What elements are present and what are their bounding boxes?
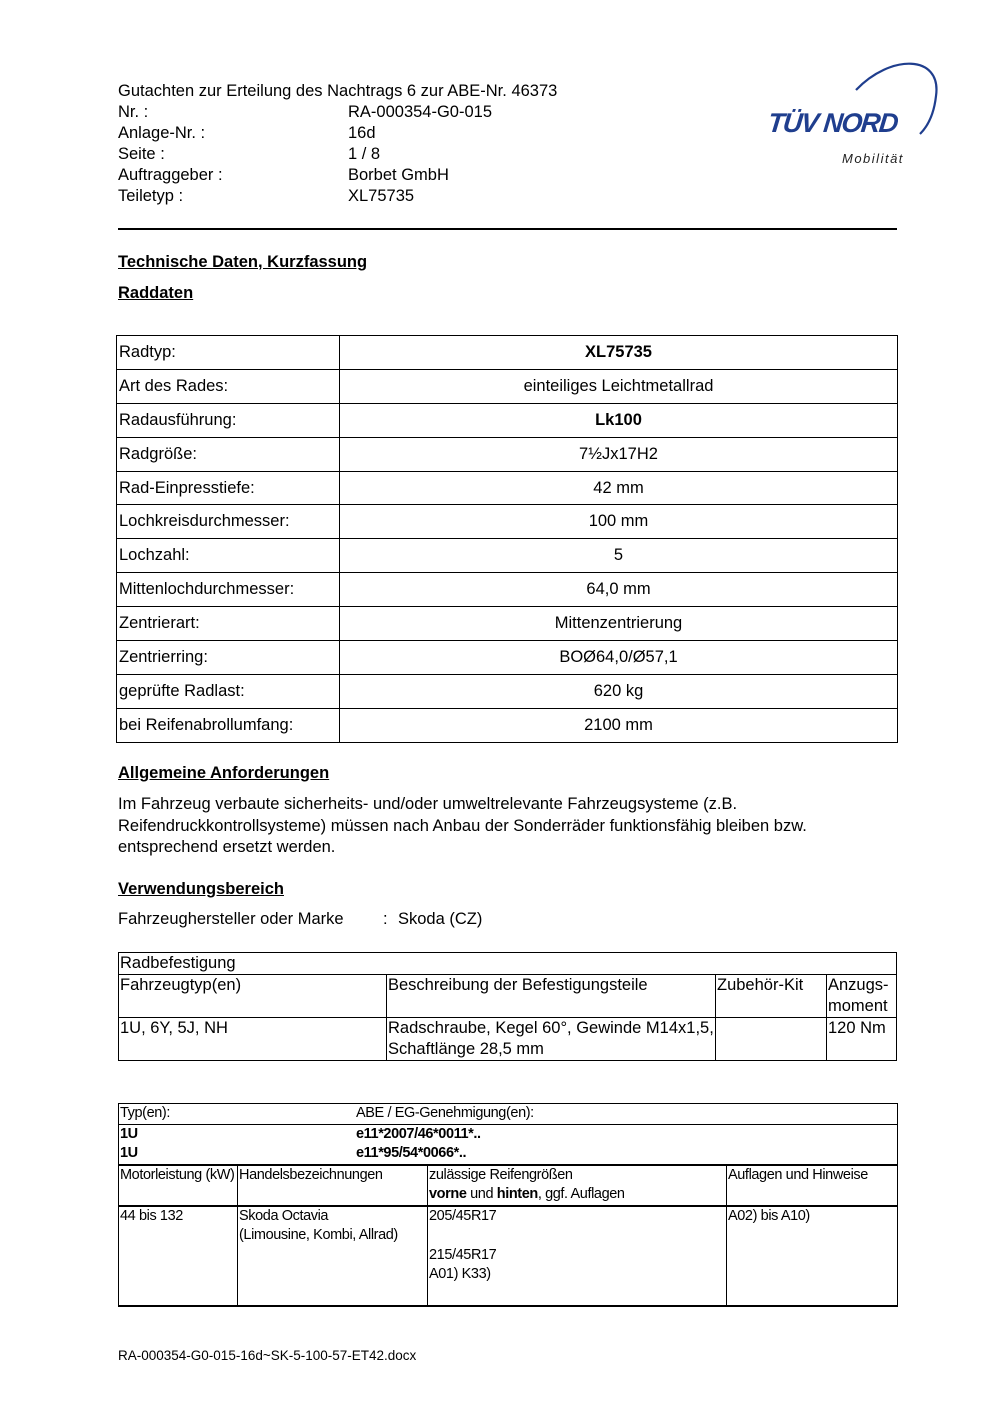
table-cell: Radschraube, Kegel 60°, Gewinde M14x1,5, Schaftlänge 28,5 mm (387, 1018, 716, 1061)
table-row (117, 369, 898, 403)
handel-line-1: Skoda Octavia (239, 1207, 329, 1224)
row-label: Radgröße: (117, 437, 340, 471)
table-cell (716, 1018, 827, 1061)
table-cell: A02) bis A10) (727, 1206, 898, 1306)
reifen-line-1: 205/45R17 (429, 1207, 497, 1224)
heading-technische-daten: Technische Daten, Kurzfassung (118, 253, 368, 271)
table-cell-handel (238, 1206, 428, 1306)
typ-entry (120, 1144, 896, 1164)
table-cell: 120 Nm (827, 1018, 897, 1061)
row-value: 7½Jx17H2 (340, 437, 898, 471)
table-row (117, 641, 898, 675)
row-label: Zentrierring: (117, 641, 340, 675)
row-label: bei Reifenabrollumfang: (117, 708, 340, 742)
row-label: Radausführung: (117, 403, 340, 437)
header-label: Anlage-Nr. : (118, 124, 206, 142)
row-label: Lochzahl: (117, 539, 340, 573)
document-title: Gutachten zur Erteilung des Nachtrags 6 zur ABE-Nr. 46373 (118, 82, 558, 100)
header-row-teiletyp (118, 186, 618, 207)
reifen-rest: , ggf. Auflagen (537, 1186, 625, 1202)
logo-brand: TÜV NORD (766, 108, 899, 138)
row-label: Rad-Einpresstiefe: (117, 471, 340, 505)
row-value: Mittenzentrierung (340, 607, 898, 641)
hersteller-label: Fahrzeughersteller oder Marke (118, 910, 344, 928)
document-footer: RA-000354-G0-015-16d~SK-5-100-57-ET42.docx (118, 1348, 417, 1363)
radbefestigung-title: Radbefestigung (119, 953, 897, 975)
raddaten-table (116, 335, 898, 743)
column-header: Fahrzeugtyp(en) (119, 975, 387, 1018)
row-value: 42 mm (340, 471, 898, 505)
header-label: Auftraggeber : (118, 166, 223, 184)
hersteller-line (118, 909, 618, 931)
typen-table (118, 1103, 898, 1307)
table-row (119, 1104, 898, 1125)
table-row (119, 1206, 898, 1306)
table-row (119, 975, 897, 1018)
reifen-line-3: A01) K33) (429, 1266, 491, 1282)
tuv-nord-logo (760, 56, 944, 172)
row-label: Zentrierart: (117, 607, 340, 641)
column-header: Anzugs-moment (827, 975, 897, 1018)
header-row-auftraggeber (118, 165, 618, 186)
column-header-reifen (428, 1165, 727, 1206)
table-row (117, 539, 898, 573)
header-row-seite (118, 144, 618, 165)
header-divider (118, 228, 897, 230)
row-value: BOØ64,0/Ø57,1 (340, 641, 898, 675)
reifen-header-line-1: zulässige Reifengrößen (429, 1166, 573, 1183)
header-row-anlage (118, 123, 618, 144)
header-label: Seite : (118, 145, 165, 163)
typ-value: 1U (120, 1125, 138, 1142)
table-row (117, 403, 898, 437)
column-header: Auflagen und Hinweise (727, 1165, 898, 1206)
row-label: geprüfte Radlast: (117, 674, 340, 708)
row-label: Lochkreisdurchmesser: (117, 505, 340, 539)
header-value: XL75735 (348, 187, 415, 205)
reifen-line-2: 215/45R17 (429, 1246, 497, 1263)
typ-value: 1U (120, 1145, 138, 1161)
reifen-hinten: hinten (496, 1186, 538, 1202)
row-value: 5 (340, 539, 898, 573)
row-value: einteiliges Leichtmetallrad (340, 369, 898, 403)
reifen-und: und (466, 1186, 497, 1202)
table-row (117, 471, 898, 505)
column-header: Beschreibung der Befestigungsteile (387, 975, 716, 1018)
heading-verwendungsbereich: Verwendungsbereich (118, 880, 284, 898)
row-value: 2100 mm (340, 708, 898, 742)
header-value: 1 / 8 (348, 145, 381, 163)
table-row (119, 1018, 897, 1061)
heading-allgemeine-anforderungen: Allgemeine Anforderungen (118, 764, 330, 782)
table-row (119, 953, 897, 975)
table-row (119, 1124, 898, 1165)
reifen-vorne: vorne (429, 1186, 467, 1202)
typ-label: Typ(en): (120, 1105, 170, 1121)
column-header: Zubehör-Kit (716, 975, 827, 1018)
row-value: Lk100 (340, 403, 898, 437)
table-row (117, 505, 898, 539)
row-value: 64,0 mm (340, 573, 898, 607)
table-row (117, 674, 898, 708)
heading-raddaten: Raddaten (118, 284, 194, 302)
column-header: Handelsbezeichnungen (238, 1165, 428, 1206)
table-row (117, 708, 898, 742)
row-value: 100 mm (340, 505, 898, 539)
typen-header-cell (119, 1104, 898, 1125)
table-cell: 1U, 6Y, 5J, NH (119, 1018, 387, 1061)
table-row (117, 573, 898, 607)
header-value: 16d (348, 124, 376, 142)
table-cell: 44 bis 132 (119, 1206, 238, 1306)
row-label: Art des Rades: (117, 369, 340, 403)
radbefestigung-table (118, 952, 897, 1061)
table-row (117, 336, 898, 370)
handel-line-2: (Limousine, Kombi, Allrad) (239, 1227, 398, 1243)
typ-entry (120, 1125, 896, 1145)
header-row-nr (118, 102, 618, 123)
abe-value: e11*95/54*0066*.. (356, 1145, 467, 1161)
column-header: Motorleistung (kW) (119, 1165, 238, 1206)
row-label: Mittenlochdurchmesser: (117, 573, 340, 607)
allgemein-paragraph: Im Fahrzeug verbaute sicherheits- und/oder umweltrelevante Fahrzeugsysteme (z.B. Reifendruckkontrollsysteme) müssen nach Anbau der Sonderräder funktionsfähig bleiben bzw. entsprechend ersetzt werden. (118, 795, 807, 856)
row-label: Radtyp: (117, 336, 340, 370)
header-label: Teiletyp : (118, 187, 184, 205)
reifen-header-line-2 (429, 1185, 725, 1205)
abe-value: e11*2007/46*0011*.. (356, 1125, 481, 1142)
abe-label: ABE / EG-Genehmigung(en): (356, 1105, 534, 1121)
logo-subtitle: Mobilität (842, 151, 904, 166)
header-value: Borbet GmbH (348, 166, 449, 184)
hersteller-separator: : (383, 910, 388, 928)
hersteller-value: Skoda (CZ) (398, 910, 483, 928)
table-cell-reifen (428, 1206, 727, 1306)
table-row (117, 437, 898, 471)
row-value: XL75735 (340, 336, 898, 370)
header-value: RA-000354-G0-015 (348, 103, 493, 121)
row-value: 620 kg (340, 674, 898, 708)
table-row (117, 607, 898, 641)
table-row (119, 1165, 898, 1206)
typen-entries-cell (119, 1124, 898, 1165)
header-label: Nr. : (118, 103, 149, 121)
